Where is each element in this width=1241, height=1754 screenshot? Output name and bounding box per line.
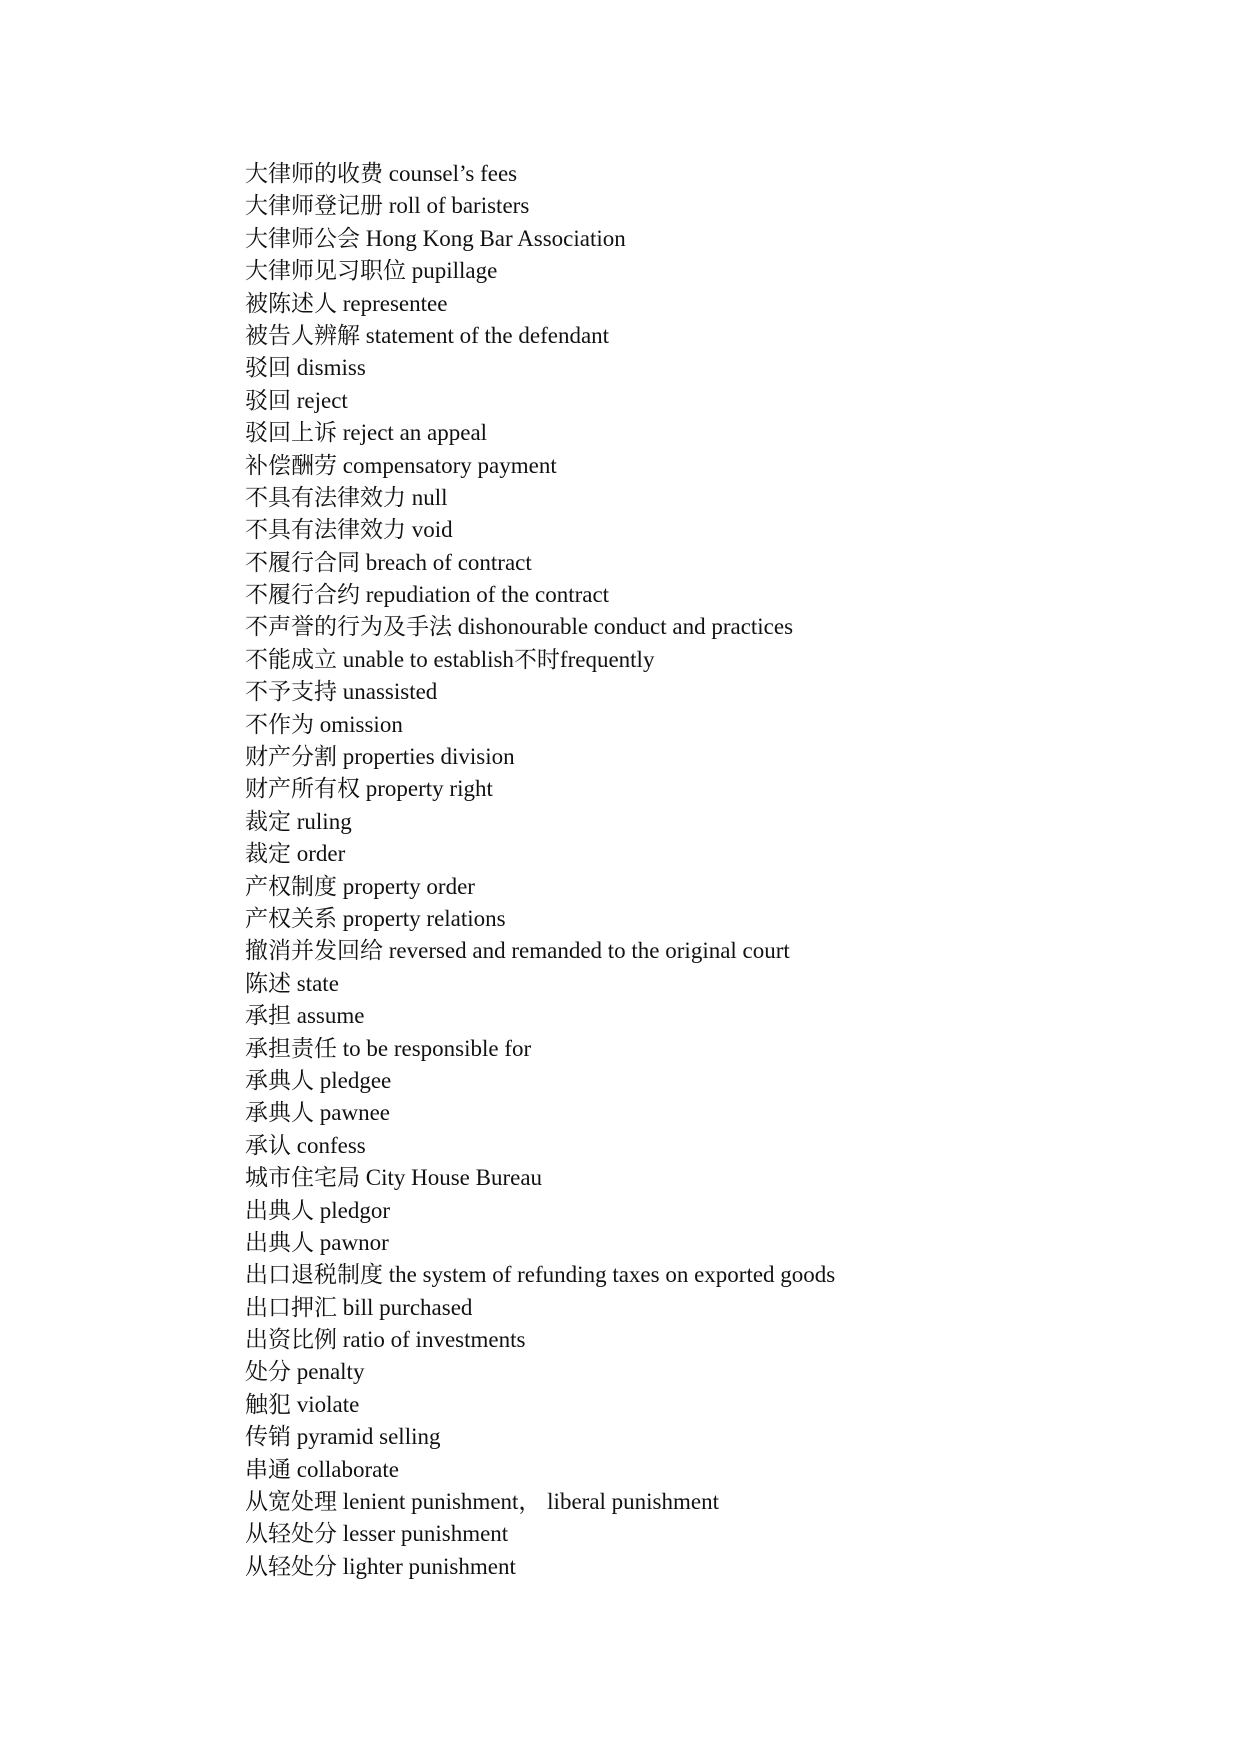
glossary-entry: 驳回上诉 reject an appeal <box>245 420 488 446</box>
glossary-entry: 财产所有权 property right <box>245 776 493 802</box>
glossary-entry: 承担 assume <box>245 1003 365 1029</box>
glossary-entry: 处分 penalty <box>245 1359 365 1385</box>
glossary-entry: 承典人 pawnee <box>245 1100 390 1126</box>
glossary-entry: 被陈述人 representee <box>245 290 448 316</box>
glossary-entry: 不能成立 unable to establish不时frequently <box>245 646 655 672</box>
glossary-entry: 不具有法律效力 void <box>245 517 453 543</box>
glossary-entry: 串通 collaborate <box>245 1456 399 1482</box>
glossary-entry: 从轻处分 lighter punishment <box>245 1553 516 1579</box>
glossary-entry: 被告人辨解 statement of the defendant <box>245 322 610 348</box>
glossary-entry: 裁定 ruling <box>245 808 352 834</box>
glossary-entry: 大律师公会 Hong Kong Bar Association <box>245 225 626 251</box>
glossary-entry: 出资比例 ratio of investments <box>245 1327 526 1353</box>
glossary-entry: 撤消并发回给 reversed and remanded to the original court <box>245 938 790 964</box>
glossary-entry: 陈述 state <box>245 970 339 996</box>
glossary-entry: 财产分割 properties division <box>245 744 515 770</box>
glossary-entry: 出口押汇 bill purchased <box>245 1294 473 1320</box>
glossary-entry: 不履行合约 repudiation of the contract <box>245 582 610 608</box>
glossary-entry: 驳回 reject <box>245 387 348 413</box>
glossary-entry: 出典人 pledgor <box>245 1197 391 1223</box>
glossary-entry: 承认 confess <box>245 1132 366 1158</box>
glossary-entry: 触犯 violate <box>245 1391 360 1417</box>
glossary-entry: 不履行合同 breach of contract <box>245 549 532 575</box>
glossary-entry: 不予支持 unassisted <box>245 679 438 705</box>
glossary-entry: 不具有法律效力 null <box>245 484 448 510</box>
glossary-entry: 大律师的收费 counsel’s fees <box>245 161 518 186</box>
glossary-entry: 裁定 order <box>245 841 346 867</box>
glossary-entry: 不作为 omission <box>245 711 403 737</box>
glossary-entry: 大律师登记册 roll of baristers <box>245 193 530 219</box>
glossary-entry: 产权关系 property relations <box>245 905 506 931</box>
glossary-entry: 从轻处分 lesser punishment <box>245 1521 509 1547</box>
glossary-list <box>245 158 1145 1583</box>
glossary-entry: 承典人 pledgee <box>245 1067 392 1093</box>
glossary-entry: 补偿酬劳 compensatory payment <box>245 452 557 478</box>
glossary-entry: 出口退税制度 the system of refunding taxes on exported goods <box>245 1262 836 1288</box>
glossary-entry: 驳回 dismiss <box>245 355 366 381</box>
glossary-entry: 城市住宅局 City House Bureau <box>245 1165 543 1191</box>
glossary-entry: 产权制度 property order <box>245 873 475 899</box>
glossary-entry: 承担责任 to be responsible for <box>245 1035 532 1061</box>
glossary-entry: 传销 pyramid selling <box>245 1424 441 1450</box>
glossary-entry: 出典人 pawnor <box>245 1229 389 1255</box>
glossary-entry: 大律师见习职位 pupillage <box>245 258 498 284</box>
glossary-entry: 从宽处理 lenient punishment， liberal punishment <box>245 1489 719 1515</box>
glossary-entry: 不声誉的行为及手法 dishonourable conduct and practices <box>245 614 794 640</box>
